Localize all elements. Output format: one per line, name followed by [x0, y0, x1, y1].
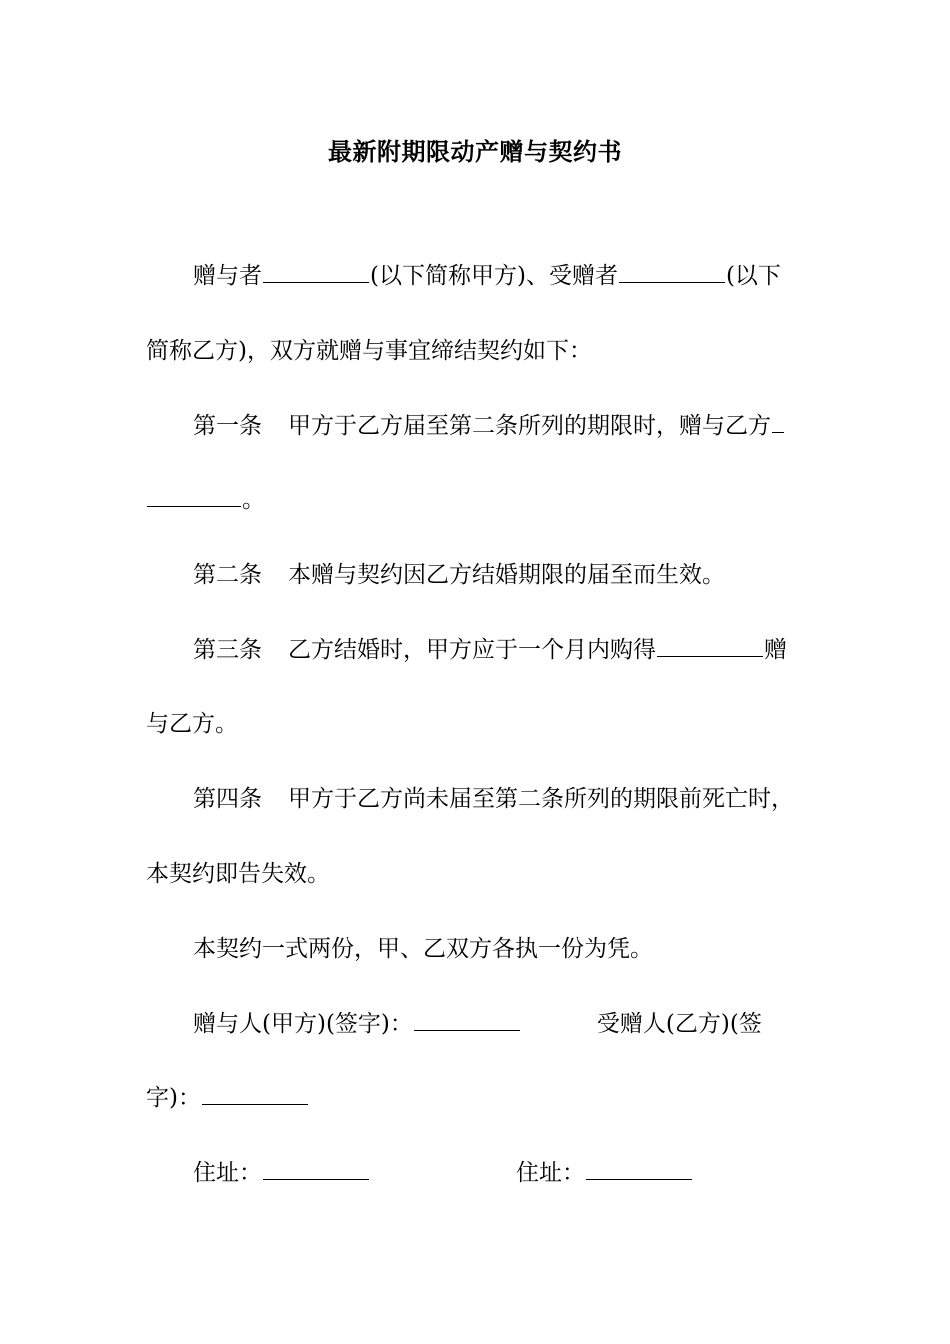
article-3-line-1 [193, 632, 787, 668]
article-1-text: 甲方于乙方届至第二条所列的期限时，赠与乙方 [288, 413, 771, 439]
article-4-number: 第四条 [193, 786, 262, 812]
article-1-end: 。 [242, 487, 265, 513]
donor-address-blank [263, 1157, 369, 1180]
article-1-number: 第一条 [193, 413, 262, 439]
donee-address-blank [586, 1157, 692, 1180]
article-3-number: 第三条 [193, 637, 262, 663]
article-3-text: 乙方结婚时，甲方应于一个月内购得 [288, 637, 656, 663]
gift-item-blank [147, 484, 241, 507]
purchase-item-blank [657, 634, 763, 657]
signature-line-1 [193, 1006, 762, 1042]
article-3-line-2: 与乙方。 [146, 711, 238, 737]
article-1-line-2 [146, 482, 265, 518]
signature-line-2 [146, 1080, 309, 1116]
article-4-text: 甲方于乙方尚未届至第二条所列的期限前死亡时， [288, 786, 794, 812]
address-line [193, 1155, 693, 1191]
donee-signature-label-end: 字)： [146, 1085, 201, 1111]
donee-signature-blank [202, 1082, 308, 1105]
intro-line-2: 简称乙方)，双方就赠与事宜缔结契约如下： [146, 338, 592, 364]
article-2-number: 第二条 [193, 562, 262, 588]
article-2-line-1 [193, 557, 725, 593]
article-4-line-1 [193, 781, 794, 817]
donor-label: 赠与者 [193, 263, 262, 289]
intro-text: (以下简称甲方)、受赠者 [370, 263, 618, 289]
donee-name-blank [619, 260, 725, 283]
donee-signature-label: 受赠人(乙方)(签 [596, 1011, 762, 1037]
document-title: 最新附期限动产赠与契约书 [328, 137, 622, 166]
intro-text-end: (以下 [725, 263, 781, 289]
donor-address-label: 住址： [193, 1160, 262, 1186]
donor-name-blank [263, 260, 369, 283]
donor-signature-label: 赠与人(甲方)(签字)： [193, 1011, 413, 1037]
copies-clause: 本契约一式两份，甲、乙双方各执一份为凭。 [193, 936, 653, 962]
donor-signature-blank [414, 1008, 520, 1031]
article-1-line-1 [193, 408, 785, 444]
donee-address-label: 住址： [516, 1160, 585, 1186]
intro-line-1 [193, 258, 781, 294]
gift-item-blank-start [772, 410, 784, 433]
article-2-text: 本赠与契约因乙方结婚期限的届至而生效。 [288, 562, 725, 588]
article-3-text-end: 赠 [764, 637, 787, 663]
article-4-line-2: 本契约即告失效。 [146, 861, 330, 887]
